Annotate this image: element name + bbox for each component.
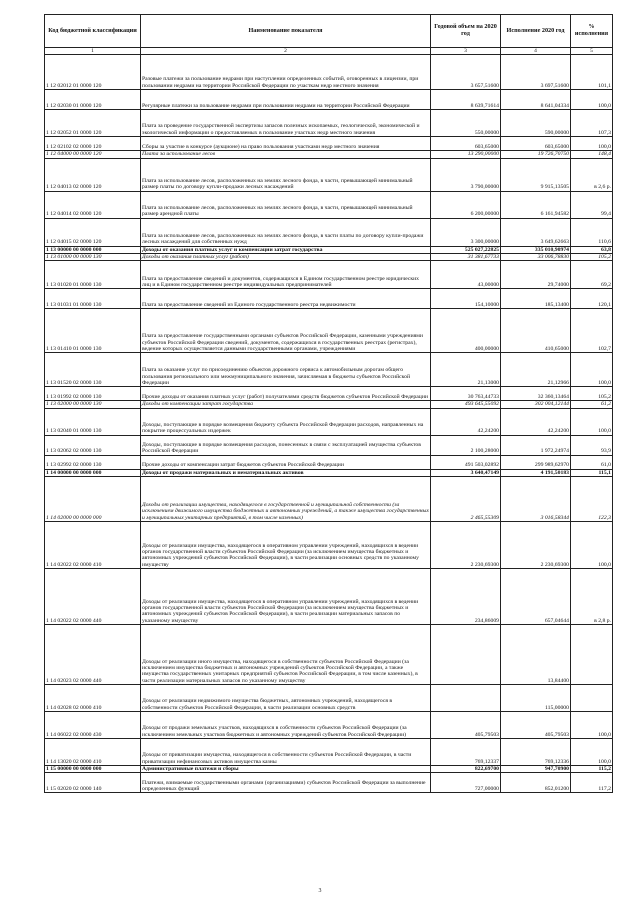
name-cell: Плата за предоставление сведений из Единого государственного реестра недвижимости [141,289,431,309]
code-cell: 1 12 04000 00 0000 120 [45,151,141,158]
plan-cell: 550,00000 [431,110,501,137]
table-body [45,55,613,793]
exec-cell: 8 641,04334 [501,90,571,110]
code-cell: 1 14 02028 02 0000 410 [45,685,141,712]
column-number: 2 [141,48,431,55]
plan-cell: 491 503,02892 [431,455,501,469]
pct-cell: в 2,6 р. [571,158,613,191]
page-number: 3 [318,888,322,894]
name-cell: Разовые платежи за пользование недрами при наступлении определенных событий, оговоренных в лицензии, при пользовании недрами на территории Российской Федерации по участкам недр местного значения [141,55,431,90]
table-row [45,137,613,151]
code-cell: 1 12 02102 02 0000 120 [45,137,141,151]
exec-cell: 19 726,70750 [501,151,571,158]
plan-cell [431,625,501,685]
name-cell: Платежи, взимаемые государственными органами (организациями) субъектов Российской Федерации за выполнение определенных функций [141,773,431,793]
pct-cell: 117,2 [571,773,613,793]
pct-cell: 107,3 [571,110,613,137]
name-cell: Плата за проведение государственной экспертизы запасов полезных ископаемых, геологической, экономической и экологической информации о предоставляемых в пользование участках недр местного значения [141,110,431,137]
table-row [45,685,613,712]
code-cell: 1 13 02000 00 0000 130 [45,401,141,408]
exec-cell: 769,12336 [501,739,571,766]
name-cell: Доходы от продажи материальных и нематериальных активов [141,469,431,476]
name-cell: Доходы от компенсации затрат государства [141,401,431,408]
plan-cell: 2 100,28000 [431,435,501,455]
column-number: 5 [571,48,613,55]
table-row [45,712,613,739]
exec-cell: 3 649,62663 [501,218,571,246]
plan-cell [431,685,501,712]
name-cell: Доходы от приватизации имущества, находящегося в собственности субъектов Российской Федерации, в части приватизации нефинансовых активов имущества казны [141,739,431,766]
pct-cell: в 2,8 р. [571,569,613,625]
code-cell: 1 12 02052 01 0000 120 [45,110,141,137]
budget-report-sheet [44,14,612,793]
plan-cell: 525 027,22825 [431,246,501,253]
exec-cell: 9 915,13505 [501,158,571,191]
name-cell: Плата за использование лесов, расположенных на землях лесного фонда, в части, превышающей минимальный размер арендной платы [141,191,431,218]
exec-cell: 42,24200 [501,408,571,435]
name-cell: Доходы от реализации иного имущества, находящегося в собственности субъектов Российской Федерации (за исключением имущества бюджетных и автономных учреждений субъектов Российской Федерации, а также имущества государственных унитарных предприятий субъектов Российской Федерации, в том числе казенных), в части реализации материальных запасов по указанному имуществу [141,625,431,685]
header-code: Код бюджетной классификации [45,15,141,48]
code-cell: 1 15 02020 02 0000 140 [45,773,141,793]
pct-cell: 63,8 [571,246,613,253]
pct-cell: 102,7 [571,309,613,353]
column-number: 3 [431,48,501,55]
pct-cell: 101,1 [571,55,613,90]
plan-cell: 8 639,71614 [431,90,501,110]
table-row [45,773,613,793]
table-row [45,766,613,773]
pct-cell [571,685,613,712]
column-number-row [45,48,613,55]
name-cell: Доходы, поступающие в порядке возмещения бюджету субъекта Российской Федерации расходов, направленных на покрытие процессуальных издержек [141,408,431,435]
pct-cell [571,625,613,685]
code-cell: 1 13 01410 01 0000 130 [45,309,141,353]
plan-cell: 400,00000 [431,309,501,353]
name-cell: Доходы от реализации имущества, находящегося в оперативном управлении учреждений, находящихся в ведении органов государственной власти субъектов Российской Федерации (за исключением имущества бюджетных и автономных учреждений субъектов Российской Федерации), в части реализации материальных запасов по указанному имуществу [141,569,431,625]
exec-cell: 32 360,13464 [501,387,571,401]
name-cell: Прочие доходы от компенсации затрат бюджетов субъектов Российской Федерации [141,455,431,469]
name-cell: Регулярные платежи за пользование недрами при пользовании недрами на территории Российской Федерации [141,90,431,110]
name-cell: Плата за использование лесов [141,151,431,158]
code-cell: 1 12 04013 02 0000 120 [45,158,141,191]
code-cell: 1 13 02040 01 0000 130 [45,408,141,435]
plan-cell: 493 645,55092 [431,401,501,408]
table-row [45,522,613,569]
code-cell: 1 13 01031 01 0000 130 [45,289,141,309]
name-cell: Доходы, поступающие в порядке возмещения расходов, понесенных в связи с эксплуатацией имущества субъектов Российской Федерации [141,435,431,455]
code-cell: 1 13 01020 01 0000 130 [45,261,141,289]
plan-cell: 2 230,69300 [431,522,501,569]
code-cell: 1 14 02022 02 0000 440 [45,569,141,625]
name-cell: Доходы от реализации имущества, находящегося в государственной и муниципальной собственности (за исключением движимого имущества бюджетных и автономных учреждений, а также имущества государственных и муниципальных унитарных предприятий, в том числе казенных) [141,477,431,522]
pct-cell: 105,2 [571,253,613,260]
pct-cell: 148,4 [571,151,613,158]
plan-cell: 6 200,00000 [431,191,501,218]
code-cell: 1 13 01520 02 0000 130 [45,353,141,387]
plan-cell: 603,65000 [431,137,501,151]
plan-cell: 3 657,51600 [431,55,501,90]
code-cell: 1 15 00000 00 0000 000 [45,766,141,773]
exec-cell: 947,70900 [501,766,571,773]
table-row [45,353,613,387]
pct-cell: 115,2 [571,766,613,773]
plan-cell: 822,69700 [431,766,501,773]
exec-cell: 299 989,62970 [501,455,571,469]
plan-cell: 21,13000 [431,353,501,387]
exec-cell: 335 010,90974 [501,246,571,253]
code-cell: 1 13 01992 02 0000 130 [45,387,141,401]
table-row [45,151,613,158]
pct-cell: 100,0 [571,353,613,387]
table-row [45,435,613,455]
plan-cell: 31 381,67733 [431,253,501,260]
table-row [45,289,613,309]
pct-cell: 100,0 [571,90,613,110]
exec-cell: 410,65000 [501,309,571,353]
pct-cell: 105,2 [571,387,613,401]
name-cell: Плата за предоставление сведений и документов, содержащихся в Едином государственном реестре юридических лиц и в Едином государственном реестре индивидуальных предпринимателей [141,261,431,289]
code-cell: 1 14 02023 02 0000 440 [45,625,141,685]
name-cell: Административные платежи и сборы [141,766,431,773]
table-row [45,469,613,476]
code-cell: 1 14 02022 02 0000 410 [45,522,141,569]
pct-cell: 99,4 [571,191,613,218]
code-cell: 1 13 02062 02 0000 130 [45,435,141,455]
plan-cell: 769,12337 [431,739,501,766]
name-cell: Плата за оказание услуг по присоединению объектов дорожного сервиса к автомобильным дорогам общего пользования регионального или межмуниципального значения, зачисляемая в бюджеты субъектов Российской Федерации [141,353,431,387]
name-cell: Плата за предоставление государственными органами субъектов Российской Федерации, казенными учреждениями субъектов Российской Федерации сведений, документов, содержащихся в государственных реестрах (регистрах), ведение которых осуществляется данными государственными органами, учреждениями [141,309,431,353]
table-row [45,90,613,110]
exec-cell: 590,00000 [501,110,571,137]
header-name: Наименование показателя [141,15,431,48]
table-row [45,387,613,401]
table-row [45,110,613,137]
table-row [45,408,613,435]
table-header-row [45,15,613,48]
pct-cell: 69,2 [571,261,613,289]
pct-cell: 120,1 [571,289,613,309]
exec-cell: 3 016,58344 [501,477,571,522]
pct-cell: 100,0 [571,739,613,766]
plan-cell: 2 465,55309 [431,477,501,522]
pct-cell: 100,0 [571,408,613,435]
table-row [45,455,613,469]
plan-cell: 42,24200 [431,408,501,435]
plan-cell: 13 290,00000 [431,151,501,158]
plan-cell: 234,86009 [431,569,501,625]
table-row [45,158,613,191]
plan-cell: 727,00000 [431,773,501,793]
pct-cell: 110,6 [571,218,613,246]
plan-cell: 30 763,44733 [431,387,501,401]
exec-cell: 29,74000 [501,261,571,289]
exec-cell: 405,79503 [501,712,571,739]
code-cell: 1 13 02992 02 0000 130 [45,455,141,469]
pct-cell: 115,1 [571,469,613,476]
code-cell: 1 14 06022 02 0000 430 [45,712,141,739]
name-cell: Прочие доходы от оказания платных услуг (работ) получателями средств бюджетов субъектов Российской Федерации [141,387,431,401]
code-cell: 1 12 04014 02 0000 120 [45,191,141,218]
exec-cell: 13,84400 [501,625,571,685]
table-row [45,569,613,625]
code-cell: 1 13 00000 00 0000 000 [45,246,141,253]
pct-cell: 100,0 [571,137,613,151]
pct-cell: 100,0 [571,712,613,739]
plan-cell: 405,79503 [431,712,501,739]
table-row [45,739,613,766]
table-row [45,309,613,353]
table-row [45,246,613,253]
code-cell: 1 14 02000 00 0000 000 [45,477,141,522]
pct-cell: 122,3 [571,477,613,522]
budget-table [44,14,613,793]
plan-cell: 43,00000 [431,261,501,289]
name-cell: Сборы за участие в конкурсе (аукционе) на право пользования участками недр местного значения [141,137,431,151]
exec-cell: 302 004,12144 [501,401,571,408]
table-row [45,191,613,218]
pct-cell: 61,2 [571,401,613,408]
header-pct: % исполнения [571,15,613,48]
name-cell: Доходы от оказания платных услуг и компенсации затрат государства [141,246,431,253]
column-number: 1 [45,48,141,55]
header-exec: Исполнение 2020 год [501,15,571,48]
name-cell: Плата за использование лесов, расположенных на землях лесного фонда, в части, превышающей минимальный размер платы по договору купли-продажи лесных насаждений [141,158,431,191]
exec-cell: 657,04644 [501,569,571,625]
plan-cell: 3 640,47149 [431,469,501,476]
plan-cell: 154,10000 [431,289,501,309]
table-row [45,401,613,408]
name-cell: Доходы от реализации недвижимого имущества бюджетных, автономных учреждений, находящегося в собственности субъектов Российской Федерации, в части реализации основных средств [141,685,431,712]
code-cell: 1 12 02012 01 0000 120 [45,55,141,90]
exec-cell: 185,13400 [501,289,571,309]
exec-cell: 603,65000 [501,137,571,151]
column-number: 4 [501,48,571,55]
exec-cell: 6 161,94582 [501,191,571,218]
exec-cell: 2 230,69300 [501,522,571,569]
exec-cell: 1 972,24974 [501,435,571,455]
code-cell: 1 12 02030 01 0000 120 [45,90,141,110]
name-cell: Доходы от оказания платных услуг (работ) [141,253,431,260]
exec-cell: 852,01200 [501,773,571,793]
exec-cell: 21,12966 [501,353,571,387]
name-cell: Плата за использование лесов, расположенных на землях лесного фонда, в части платы по договору купли-продажи лесных насаждений для собственных нужд [141,218,431,246]
header-plan: Годовой объем на 2020 год [431,15,501,48]
pct-cell: 100,0 [571,522,613,569]
code-cell: 1 13 01000 00 0000 130 [45,253,141,260]
plan-cell: 3 790,00000 [431,158,501,191]
table-row [45,253,613,260]
code-cell: 1 12 04015 02 0000 120 [45,218,141,246]
code-cell: 1 14 00000 00 0000 000 [45,469,141,476]
pct-cell: 61,0 [571,455,613,469]
table-row [45,218,613,246]
code-cell: 1 14 13020 02 0000 410 [45,739,141,766]
name-cell: Доходы от реализации имущества, находящегося в оперативном управлении учреждений, находящихся в ведении органов государственной власти субъектов Российской Федерации (за исключением имущества бюджетных и автономных учреждений субъектов Российской Федерации), в части реализации основных средств по указанному имуществу [141,522,431,569]
exec-cell: 4 191,50183 [501,469,571,476]
table-row [45,55,613,90]
pct-cell: 93,9 [571,435,613,455]
exec-cell: 115,00000 [501,685,571,712]
table-row [45,261,613,289]
exec-cell: 3 697,51600 [501,55,571,90]
table-row [45,477,613,522]
exec-cell: 33 006,78830 [501,253,571,260]
plan-cell: 3 300,00000 [431,218,501,246]
name-cell: Доходы от продажи земельных участков, находящихся в собственности субъектов Российской Федерации (за исключением земельных участков бюджетных и автономных учреждений субъектов Российской Федерации) [141,712,431,739]
table-row [45,625,613,685]
